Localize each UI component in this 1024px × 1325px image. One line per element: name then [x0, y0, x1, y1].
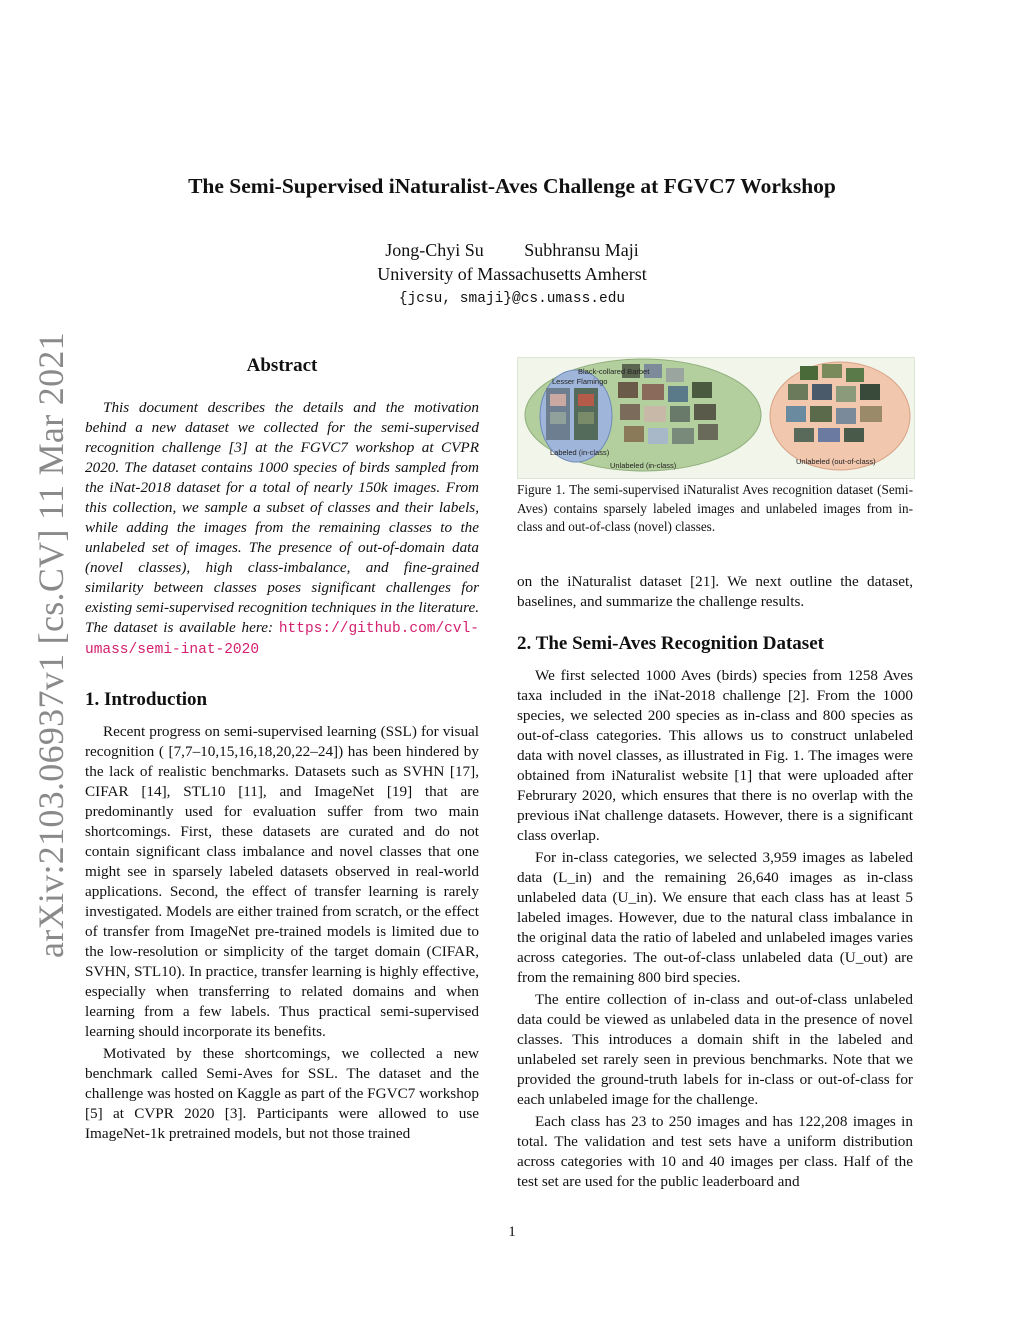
lesser-flamingo-label: Lesser Flamingo [552, 377, 608, 386]
photo-thumbnail [786, 406, 806, 422]
photo-thumbnail [822, 364, 842, 378]
photo-thumbnail [794, 428, 814, 442]
photo-thumbnail [550, 394, 566, 406]
section-2-paragraph: The entire collection of in-class and out-of-class unlabeled data could be viewed as unlabeled data in the presence of novel classes. This introduces a domain shift in the labeled and unlabeled set rarely seen in previous benchmarks. Note that we provided the ground-truth labels for in-class or out-of-class for each unlabeled image for the challenge. [517, 991, 913, 1108]
section-2-paragraph: We first selected 1000 Aves (birds) species from 1258 Aves taxa included in the iNat-2018 challenge [2]. From the 1000 species, we selected 200 species as in-class and 800 species as out-of-class categories. This allows us to construct unlabeled data with novel classes, as illustrated in Fig. 1. The images were obtained from iNaturalist website [1] that were uploaded after Februrary 2020, which ensures that there is no overlap with the previous iNat challenge datasets. However, there is a significant class overlap. [517, 667, 913, 844]
figure-1-caption: Figure 1. The semi-supervised iNaturalist Aves recognition dataset (Semi-Aves) contains sparsely labeled images and unlabeled images from in-class and out-of-class (novel) classes. [517, 482, 913, 534]
photo-thumbnail [550, 412, 566, 424]
unlabeled-out-class-label: Unlabeled (out-of-class) [796, 457, 876, 466]
author-name: Subhransu Maji [524, 240, 639, 260]
photo-thumbnail [846, 368, 864, 382]
photo-thumbnail [788, 384, 808, 400]
section-2-paragraph: For in-class categories, we selected 3,959 images as labeled data (L_in) and the remaining 26,640 images as in-class unlabeled data (U_in). We ensure that each class has at least 5 labeled images. However, due to the natural class imbalance in the original data the ratio of labeled and unlabeled images varies across categories. The out-of-class unlabeled data (U_out) are from the remaining 800 bird species. [517, 849, 913, 986]
photo-thumbnail [800, 366, 818, 380]
photo-thumbnail [578, 394, 594, 406]
section-2-paragraph: Each class has 23 to 250 images and has 122,208 images in total. The validation and test sets have a uniform distribution across categories with 10 and 40 images per class. Half of the test set are used for the public leaderboard and [517, 1113, 913, 1190]
page-number: 1 [508, 1224, 516, 1240]
dataset-link[interactable]: https://github.com/cvl-umass/semi-inat-2020 [85, 621, 479, 658]
abstract-heading: Abstract [246, 355, 318, 376]
affiliation: University of Massachusetts Amherst [377, 264, 647, 284]
section-2-heading: 2. The Semi-Aves Recognition Dataset [517, 633, 824, 654]
author-list [0, 240, 1024, 261]
paper-title: The Semi-Supervised iNaturalist-Aves Challenge at FGVC7 Workshop [188, 174, 836, 198]
labeled-in-class-label: Labeled (in-class) [550, 448, 610, 457]
right-column [517, 572, 913, 1192]
photo-thumbnail [620, 404, 640, 420]
photo-thumbnail [836, 386, 856, 402]
photo-thumbnail [860, 384, 880, 400]
photo-thumbnail [642, 384, 664, 400]
photo-thumbnail [672, 428, 694, 444]
photo-thumbnail [812, 384, 832, 400]
left-column [85, 356, 479, 1144]
photo-thumbnail [648, 428, 668, 444]
photo-thumbnail [810, 406, 832, 422]
photo-thumbnail [644, 406, 666, 422]
paragraph-continuation: on the iNaturalist dataset [21]. We next outline the dataset, baselines, and summarize the challenge results. [517, 573, 913, 610]
photo-thumbnail [836, 408, 856, 424]
photo-thumbnail [698, 424, 718, 440]
photo-thumbnail [668, 386, 688, 402]
photo-thumbnail [860, 406, 882, 422]
arxiv-identifier: arXiv:2103.06937v1 [cs.CV] 11 Mar 2021 [31, 332, 71, 958]
photo-thumbnail [618, 382, 638, 398]
figure-1-image [517, 357, 915, 479]
black-collared-barbet-label: Black-collared Barbet [578, 367, 650, 376]
author-email: {jcsu, smaji}@cs.umass.edu [398, 291, 626, 307]
photo-thumbnail [578, 412, 594, 424]
photo-thumbnail [624, 426, 644, 442]
photo-thumbnail [818, 428, 840, 442]
intro-paragraph: Motivated by these shortcomings, we collected a new benchmark called Semi-Aves for SSL. The dataset and the challenge was hosted on Kaggle as part of the FGVC7 workshop [5] at CVPR 2020 [3]. Participants were allowed to use ImageNet-1k pretrained models, but not those trained [85, 1045, 479, 1142]
photo-thumbnail [670, 406, 690, 422]
photo-thumbnail [694, 404, 716, 420]
author-name: Jong-Chyi Su [385, 240, 484, 260]
abstract-body: This document describes the details and the motivation behind a new dataset we collected for the semi-supervised recognition challenge [3] at the FGVC7 workshop at CVPR 2020. The dataset contains 1000 species of birds sampled from the iNat-2018 dataset for a total of nearly 150k images. From this collection, we sample a subset of classes and their labels, while adding the images from the remaining classes to the unlabeled set of images. The presence of out-of-domain data (novel classes), high class-imbalance, and fine-grained similarity between classes poses significant challenges for existing semi-supervised recognition techniques in the literature. The dataset is available here: https://github.com/cvl-umass/semi-inat-2020 [85, 399, 479, 658]
photo-thumbnail [844, 428, 864, 442]
photo-thumbnail [692, 382, 712, 398]
intro-heading: 1. Introduction [85, 689, 208, 710]
unlabeled-in-class-label: Unlabeled (in-class) [610, 461, 677, 470]
dataset-illustration [518, 358, 914, 478]
photo-thumbnail [666, 368, 684, 382]
intro-paragraph: Recent progress on semi-supervised learning (SSL) for visual recognition ( [7,7–10,15,16,18,20,22–24]) has been hindered by the lack of realistic benchmarks. Datasets such as SVHN [17], CIFAR [14], STL10 [11], and ImageNet [19] that are predominantly used for evaluation suffer from two main shortcomings. First, these datasets are curated and do not contain significant class imbalance and novel classes that one might see in sparsely labeled datasets observed in real-world applications. Second, the effect of transfer learning is rarely investigated. Models are either trained from scratch, or the effect of transfer from ImageNet pre-trained models is limited due to the low-resolution or simplicity of the target domain (CIFAR, SVHN, STL10). In practice, transfer learning is highly effective, especially when transferring to related domains and when learning from a few labels. Thus practical semi-supervised learning should incorporate its benefits. [85, 723, 480, 1040]
